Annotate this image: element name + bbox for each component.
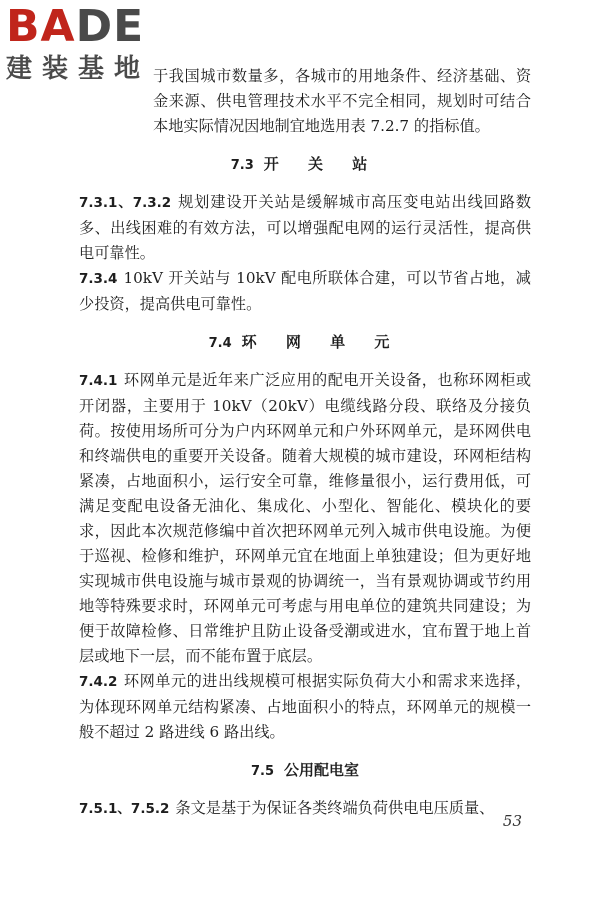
logo-wordmark: BADE: [6, 1, 145, 52]
clause-number: 7.5.1、7.5.2: [79, 801, 170, 817]
intro-paragraph-tail: 于我国城市数量多，各城市的用地条件、经济基础、资金来源、供电管理技术水平不完全相同，规划时可结合本地实际情况因地制宜地选用表 7.2.7 的指标值。: [153, 67, 531, 135]
clause-7-4-2: 7.4.2 环网单元的进出线规模可根据实际负荷大小和需求来选择，为体现环网单元结构紧凑、占地面积小的特点，环网单元的规模一般不超过 2 路进线 6 路出线。: [79, 672, 531, 741]
clause-number: 7.4.2: [79, 674, 118, 690]
clause-number: 7.3.4: [79, 271, 118, 287]
clause-number: 7.3.1、7.3.2: [79, 195, 172, 211]
clause-7-4-1: 7.4.1 环网单元是近年来广泛应用的配电开关设备，也称环网柜或开闭器，主要用于 10kV（20kV）电缆线路分段、联络及分接负荷。按使用场所可分为户内环网单元和户外环网单元，是环网供电和终端供电的重要开关设备。随着大规模的城市建设，环网柜结构紧凑，占地面积小，运行安全可靠，维修量很小，运行费用低，可满足变配电设备无油化、集成化、小型化、智能化、模块化的要求，因此本次规范修编中首次把环网单元列入城市供电设施。为便于巡视、检修和维护，环网单元宜在地面上单独建设；但为更好地实现城市供电设施与城市景观的协调统一，当有景观协调或节约用地等特殊要求时，环网单元可考虑与用电单位的建筑共同建设；为便于故障检修、日常维护且防止设备受潮或进水，宜布置于地上首层或地下一层，而不能布置于底层。: [79, 371, 531, 665]
clause-7-5-1: 7.5.1、7.5.2 条文是基于为保证各类终端负荷供电电压质量、: [79, 799, 495, 817]
page-body: [79, 64, 531, 822]
clause-number: 7.4.1: [79, 373, 118, 389]
page-number: 53: [502, 812, 522, 830]
section-7-4-heading: 7.4 环 网 单 元: [208, 333, 402, 351]
section-7-3-heading: 7.3 开 关 站: [230, 155, 380, 173]
clause-7-3-1: 7.3.1、7.3.2 规划建设开关站是缓解城市高压变电站出线回路数多、出线困难的有效方法，可以增强配电网的运行灵活性，提高供电可靠性。: [79, 193, 532, 262]
clause-7-3-4: 7.3.4 10kV 开关站与 10kV 配电所联体合建，可以节省占地，减少投资，提高供电可靠性。: [79, 269, 531, 313]
section-7-5-heading: 7.5 公用配电室: [250, 761, 360, 779]
logo-chinese-name: 建装基地: [6, 54, 151, 84]
